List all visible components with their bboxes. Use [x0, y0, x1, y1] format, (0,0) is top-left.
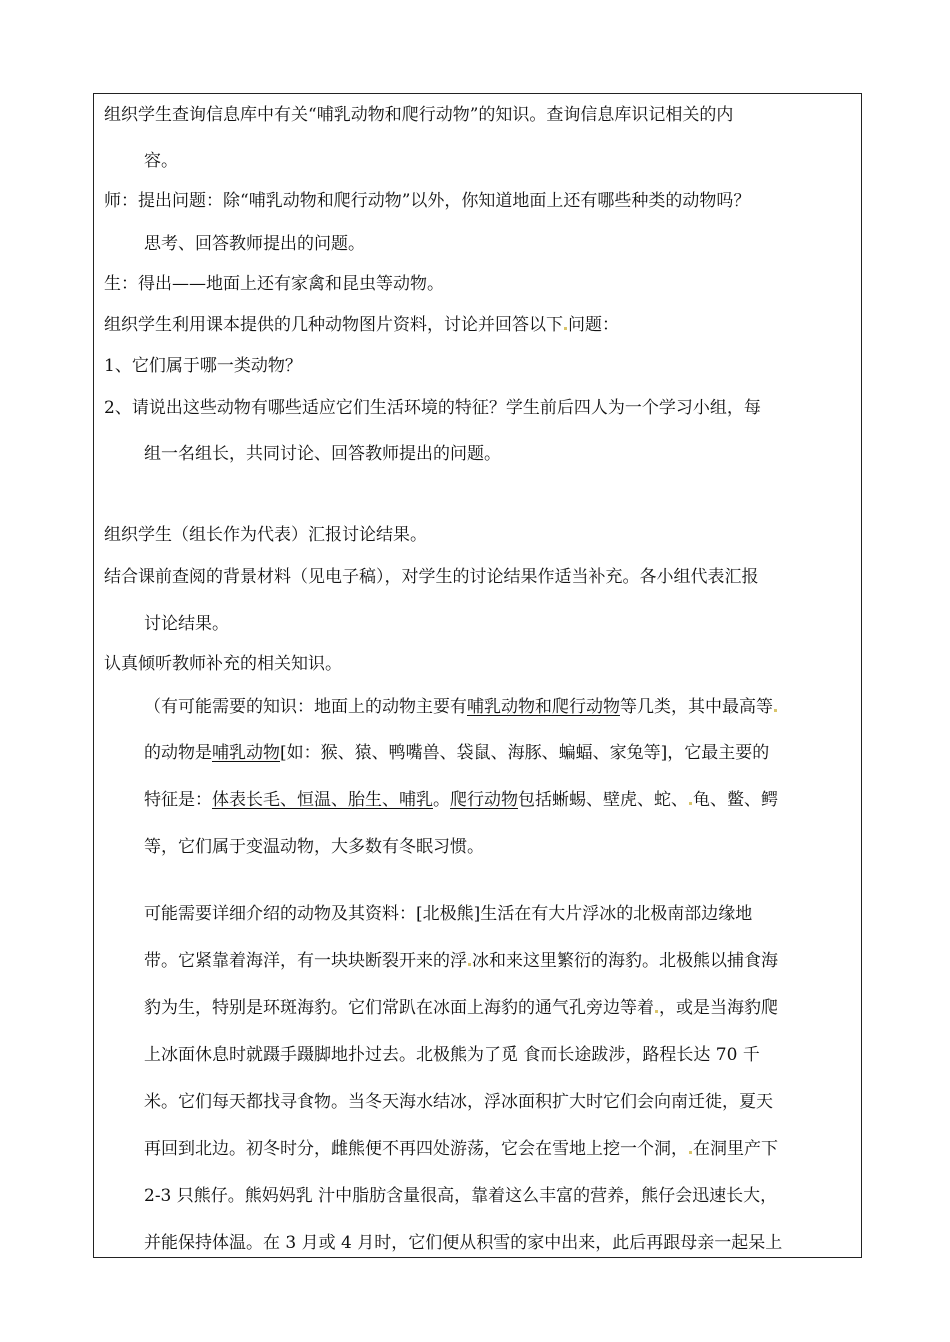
underlined-term: 爬行动物: [450, 790, 518, 810]
text-line: 组织学生利用课本提供的几种动物图片资料，讨论并回答以下 问题：: [104, 315, 619, 335]
text-line: 认真倾听教师补充的相关知识。: [104, 654, 342, 674]
mark-dot: [468, 963, 471, 966]
text-line: 米。它们每天都找寻食物。当冬天海水结冰，浮冰面积扩大时它们会向南迁徙，夏天: [144, 1092, 773, 1112]
text-line: 等，它们属于变温动物，大多数有冬眠习惯。: [144, 837, 484, 857]
text-line: （有可能需要的知识：地面上的动物主要有哺乳动物和爬行动物等几类，其中最高等: [144, 696, 778, 718]
text-line: 上冰面休息时就蹑手蹑脚地扑过去。北极熊为了觅 食而长途跋涉，路程长达 70 千: [144, 1045, 760, 1065]
text-line: 的动物是哺乳动物[如：猴、猿、鸭嘴兽、袋鼠、海豚、蝙蝠、家兔等]，它最主要的: [144, 743, 770, 763]
mark-dot: [655, 1010, 658, 1013]
text-line: 带。它紧靠着海洋，有一块块断裂开来的浮 冰和来这里繁衍的海豹。北极熊以捕食海: [144, 951, 778, 971]
text-line: 特征是：体表长毛、恒温、胎生、哺乳。爬行动物包括蜥蜴、壁虎、蛇、 龟、鳖、鳄: [144, 790, 778, 810]
text-line: 师：提出问题：除“哺乳动物和爬行动物”以外，你知道地面上还有哪些种类的动物吗？: [104, 191, 751, 211]
mark-dot: [689, 802, 692, 805]
text-line: 再回到北边。初冬时分，雌熊便不再四处游荡，它会在雪地上挖一个洞， 在洞里产下: [144, 1139, 778, 1159]
underlined-term: 哺乳动物: [212, 743, 280, 763]
text-line: 2、请说出这些动物有哪些适应它们生活环境的特征？学生前后四人为一个学习小组，每: [104, 398, 761, 418]
text-line: 可能需要详细介绍的动物及其资料：[北极熊]生活在有大片浮冰的北极南部边缘地: [144, 904, 753, 924]
text-line: 组织学生查询信息库中有关“哺乳动物和爬行动物”的知识。查询信息库识记相关的内: [104, 105, 734, 125]
content-table-border: [93, 93, 862, 1258]
text-line: 讨论结果。: [144, 614, 229, 634]
text-line: 组织学生（组长作为代表）汇报讨论结果。: [104, 525, 427, 545]
mark-dot: [564, 327, 567, 330]
mark-dot: [689, 1151, 692, 1154]
text-line: 豹为生，特别是环斑海豹。它们常趴在冰面上海豹的通气孔旁边等着 ，或是当海豹爬: [144, 998, 778, 1018]
underlined-term: 哺乳动物和爬行动物: [467, 697, 620, 717]
text-line: 生：得出——地面上还有家禽和昆虫等动物。: [104, 274, 444, 294]
text-line: 思考、回答教师提出的问题。: [144, 234, 365, 254]
underlined-term: 体表长毛、恒温、胎生、哺乳: [212, 790, 433, 810]
text-line: 结合课前查阅的背景材料（见电子稿），对学生的讨论结果作适当补充。各小组代表汇报: [104, 567, 759, 587]
text-line: 组一名组长，共同讨论、回答教师提出的问题。: [144, 444, 501, 464]
mark-dot: [774, 709, 777, 712]
text-line: 容。: [144, 151, 178, 171]
text-line: 1、它们属于哪一类动物？: [104, 356, 302, 376]
text-line: 2-3 只熊仔。熊妈妈乳 汁中脂肪含量很高，靠着这么丰富的营养，熊仔会迅速长大，: [144, 1186, 778, 1206]
text-line: 并能保持体温。在 3 月或 4 月时，它们便从积雪的家中出来，此后再跟母亲一起呆上: [144, 1233, 783, 1253]
